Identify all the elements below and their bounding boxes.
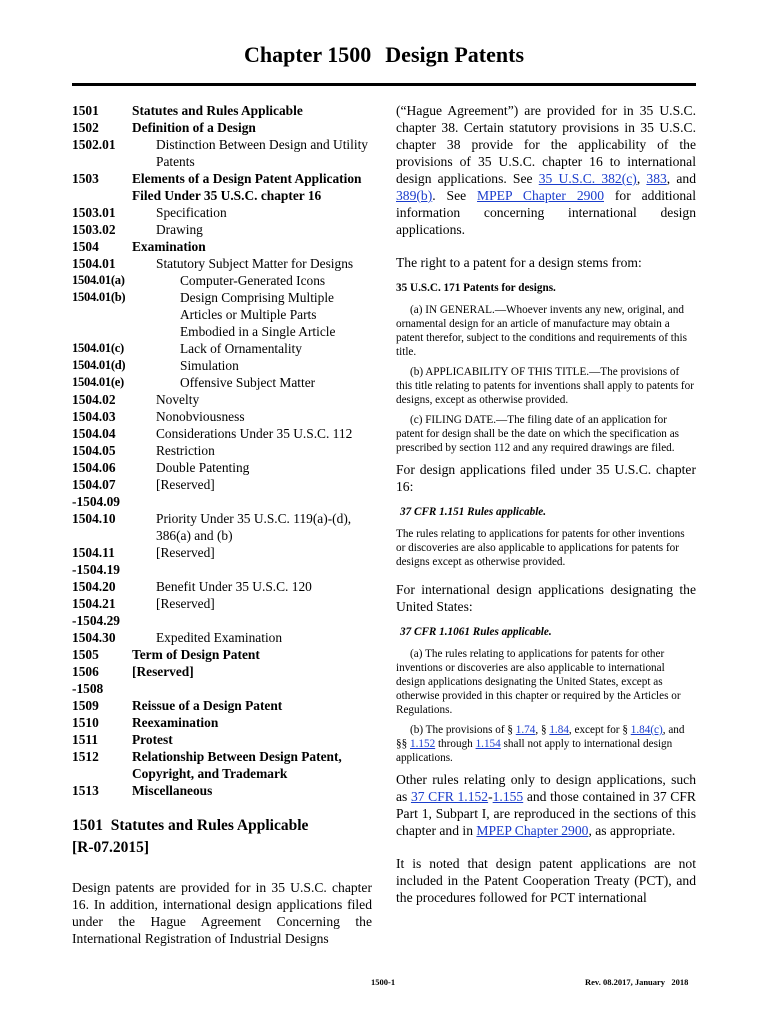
chapter-title: Design Patents bbox=[385, 42, 525, 67]
rule-1-1061-b bbox=[396, 723, 696, 765]
toc-row bbox=[72, 425, 372, 442]
toc-number: 1512 bbox=[72, 749, 99, 764]
rule-text: (b) The provisions of § bbox=[410, 724, 516, 736]
toc-row bbox=[72, 289, 372, 340]
link-mpep-chapter-2900[interactable]: MPEP Chapter 2900 bbox=[477, 188, 605, 203]
paragraph-text: . See bbox=[432, 188, 478, 203]
toc-row bbox=[72, 748, 372, 782]
toc-number: 1504 bbox=[72, 239, 99, 254]
toc-row bbox=[72, 561, 372, 578]
other-rules-paragraph bbox=[396, 771, 696, 839]
revision-date: Rev. 08.2017, January 2018 bbox=[585, 977, 689, 987]
toc-row bbox=[72, 714, 372, 731]
rule-1-151-text: The rules relating to applications for patents for other inventions or discoveries are also applicable to applications for patents for designs except as otherwise provided. bbox=[396, 528, 685, 568]
toc-title: Term of Design Patent bbox=[132, 647, 260, 662]
toc-row bbox=[72, 221, 372, 238]
toc-number: 1504.01 bbox=[72, 256, 116, 271]
table-of-contents bbox=[72, 102, 372, 799]
statute-subsection-b: (b) APPLICABILITY OF THIS TITLE.—The provisions of this title relating to patents for inventions shall apply to patents for designs, except as otherwise provided. bbox=[396, 366, 694, 406]
toc-row bbox=[72, 476, 372, 493]
paragraph-text: , as appropriate. bbox=[588, 823, 676, 838]
toc-title: Priority Under 35 U.S.C. 119(a)-(d), 386(a) and (b) bbox=[156, 511, 352, 543]
toc-row bbox=[72, 374, 372, 391]
link-mpep-chapter-2900-b[interactable]: MPEP Chapter 2900 bbox=[476, 823, 589, 838]
paragraph-text: , and bbox=[666, 171, 697, 186]
toc-title: Double Patenting bbox=[156, 460, 250, 475]
paragraph-text: , bbox=[636, 171, 647, 186]
rule-text: , § bbox=[535, 724, 550, 736]
left-column bbox=[72, 102, 372, 947]
toc-title bbox=[156, 612, 372, 629]
toc-row bbox=[72, 442, 372, 459]
title-rule bbox=[72, 83, 696, 86]
toc-title: [Reserved] bbox=[156, 545, 215, 560]
toc-title: Statutory Subject Matter for Designs bbox=[156, 256, 354, 271]
toc-number: -1504.09 bbox=[72, 494, 120, 509]
toc-number: 1504.05 bbox=[72, 443, 116, 458]
toc-number: 1503 bbox=[72, 171, 99, 186]
toc-number: 1504.01(e) bbox=[72, 375, 124, 389]
toc-title: Simulation bbox=[180, 358, 239, 373]
toc-title: [Reserved] bbox=[156, 477, 215, 492]
toc-number: 1505 bbox=[72, 647, 99, 662]
toc-title: Examination bbox=[132, 239, 206, 254]
international-paragraph: For international design applications designating the United States: bbox=[396, 582, 696, 614]
chapter-number: Chapter 1500 bbox=[243, 42, 372, 67]
toc-number: 1503.01 bbox=[72, 205, 116, 220]
toc-title: Benefit Under 35 U.S.C. 120 bbox=[156, 579, 312, 594]
toc-row bbox=[72, 680, 372, 697]
toc-row bbox=[72, 629, 372, 646]
rule-text: , except for § bbox=[568, 724, 631, 736]
paragraph-text: (“Hague Agreement”) are provided for in 35 U.S.C. chapter 38. Certain statutory provisions in 35 U.S.C. chapter 38 provide for the applicability of the provisions of 35 U.S.C. chapter 16 to international design applications. See bbox=[396, 103, 696, 186]
toc-row bbox=[72, 459, 372, 476]
toc-title: Expedited Examination bbox=[156, 630, 283, 645]
toc-number: 1502.01 bbox=[72, 137, 116, 152]
toc-row bbox=[72, 102, 372, 119]
toc-number: 1504.21 bbox=[72, 596, 116, 611]
toc-number: 1502 bbox=[72, 120, 99, 135]
toc-row bbox=[72, 782, 372, 799]
toc-title bbox=[156, 561, 372, 578]
statute-subsection-a: (a) IN GENERAL.—Whoever invents any new, original, and ornamental design for an article of manufacture may obtain a patent therefor, subject to the conditions and requirements of this title. bbox=[396, 304, 687, 358]
link-1-84[interactable]: 1.84 bbox=[549, 724, 569, 736]
toc-row bbox=[72, 544, 372, 561]
toc-number: 1504.01(c) bbox=[72, 341, 124, 355]
toc-title: Statutes and Rules Applicable bbox=[132, 103, 303, 118]
toc-title: Protest bbox=[132, 732, 173, 747]
toc-number: 1504.10 bbox=[72, 511, 116, 526]
toc-row bbox=[72, 272, 372, 289]
toc-row bbox=[72, 493, 372, 510]
toc-row bbox=[72, 408, 372, 425]
link-1-152[interactable]: 1.152 bbox=[409, 738, 436, 750]
link-35-usc-382c[interactable]: 35 U.S.C. 382(c) bbox=[538, 171, 637, 186]
toc-title: Novelty bbox=[156, 392, 200, 407]
toc-title: Definition of a Design bbox=[132, 120, 256, 135]
toc-number: 1504.07 bbox=[72, 477, 116, 492]
toc-row bbox=[72, 663, 372, 680]
toc-title: Reissue of a Design Patent bbox=[132, 698, 283, 713]
toc-title: Offensive Subject Matter bbox=[180, 375, 316, 390]
toc-number: -1504.29 bbox=[72, 613, 120, 628]
toc-number: -1508 bbox=[72, 681, 104, 696]
toc-title: Lack of Ornamentality bbox=[180, 341, 302, 356]
toc-row bbox=[72, 204, 372, 221]
toc-number: 1503.02 bbox=[72, 222, 116, 237]
link-1-154[interactable]: 1.154 bbox=[475, 738, 501, 750]
link-1-155[interactable]: 1.155 bbox=[492, 789, 524, 804]
toc-number: 1510 bbox=[72, 715, 99, 730]
link-389b[interactable]: 389(b) bbox=[396, 188, 433, 203]
toc-row bbox=[72, 731, 372, 748]
section-heading-title: 1501 Statutes and Rules Applicable bbox=[72, 817, 309, 834]
toc-number: 1513 bbox=[72, 783, 99, 798]
toc-number: 1501 bbox=[72, 103, 99, 118]
paragraph-text: Other rules relating only to design applications, such as bbox=[396, 772, 696, 804]
link-1-74[interactable]: 1.74 bbox=[515, 724, 536, 736]
toc-title: [Reserved] bbox=[132, 664, 194, 679]
toc-row bbox=[72, 170, 372, 204]
toc-row bbox=[72, 391, 372, 408]
paragraph-text: and those contained in 37 CFR Part 1, Subpart I, are reproduced in the sections of this chapter and in bbox=[396, 789, 696, 838]
paragraph-text: - bbox=[488, 789, 493, 804]
toc-number: 1506 bbox=[72, 664, 99, 679]
toc-title: Computer-Generated Icons bbox=[180, 273, 326, 288]
toc-number: 1509 bbox=[72, 698, 99, 713]
toc-title: Elements of a Design Patent Application Filed Under 35 U.S.C. chapter 16 bbox=[132, 171, 362, 203]
toc-title: Considerations Under 35 U.S.C. 112 bbox=[156, 426, 353, 441]
rule-1-1061-a: (a) The rules relating to applications for patents for other inventions or discoveries are also applicable to international design applications designating the United States, except as otherwise provided in this chapter or required by the Articles or Regulations. bbox=[396, 648, 681, 716]
toc-title bbox=[132, 680, 372, 697]
toc-row bbox=[72, 595, 372, 612]
section-heading-revision: [R-07.2015] bbox=[72, 839, 150, 856]
toc-number: 1511 bbox=[72, 732, 99, 747]
toc-title: Design Comprising Multiple Articles or Multiple Parts Embodied in a Single Article bbox=[180, 290, 336, 339]
toc-row bbox=[72, 119, 372, 136]
toc-number: 1504.01(a) bbox=[72, 273, 125, 287]
toc-row bbox=[72, 510, 372, 544]
toc-number: 1504.01(b) bbox=[72, 290, 126, 304]
toc-title: [Reserved] bbox=[156, 596, 215, 611]
section-heading-1501 bbox=[72, 815, 372, 859]
rule-text: , and §§ bbox=[396, 724, 685, 750]
toc-title: Relationship Between Design Patent, Copyright, and Trademark bbox=[132, 749, 342, 781]
toc-row bbox=[72, 646, 372, 663]
toc-number: 1504.04 bbox=[72, 426, 116, 441]
toc-title: Reexamination bbox=[132, 715, 219, 730]
link-383[interactable]: 383 bbox=[646, 171, 667, 186]
link-37-cfr-1-152[interactable]: 37 CFR 1.152 bbox=[410, 789, 489, 804]
toc-title: Miscellaneous bbox=[132, 783, 213, 798]
toc-title: Drawing bbox=[156, 222, 203, 237]
toc-number: 1504.03 bbox=[72, 409, 116, 424]
toc-number: 1504.20 bbox=[72, 579, 116, 594]
right-column bbox=[396, 102, 696, 906]
page-title bbox=[72, 42, 696, 68]
toc-row bbox=[72, 340, 372, 357]
chapter-16-paragraph: For design applications filed under 35 U.S.C. chapter 16: bbox=[396, 462, 696, 494]
toc-row bbox=[72, 357, 372, 374]
toc-number: 1504.06 bbox=[72, 460, 116, 475]
toc-title: Specification bbox=[156, 205, 227, 220]
toc-title: Restriction bbox=[156, 443, 215, 458]
toc-title bbox=[156, 493, 372, 510]
hague-paragraph bbox=[396, 102, 696, 238]
link-1-84c[interactable]: 1.84(c) bbox=[630, 724, 663, 736]
toc-number: 1504.02 bbox=[72, 392, 116, 407]
rule-1-1061-heading: 37 CFR 1.1061 Rules applicable. bbox=[400, 626, 552, 638]
toc-row bbox=[72, 238, 372, 255]
toc-title: Nonobviousness bbox=[156, 409, 245, 424]
right-stems-paragraph: The right to a patent for a design stems from: bbox=[396, 255, 642, 270]
rule-1-151-heading: 37 CFR 1.151 Rules applicable. bbox=[400, 506, 547, 518]
toc-number: 1504.11 bbox=[72, 545, 115, 560]
pct-paragraph: It is noted that design patent applications are not included in the Patent Cooperation Treaty (PCT), and the procedures followed for PCT international bbox=[396, 856, 696, 905]
toc-number: 1504.30 bbox=[72, 630, 116, 645]
toc-title: Distinction Between Design and Utility Patents bbox=[156, 137, 368, 169]
toc-number: 1504.01(d) bbox=[72, 358, 126, 372]
toc-row bbox=[72, 612, 372, 629]
section-paragraph: Design patents are provided for in 35 U.S.C. chapter 16. In addition, international design applications filed under the Hague Agreement Concerning the International Registration of Industrial Designs bbox=[72, 880, 372, 946]
toc-row bbox=[72, 697, 372, 714]
toc-row bbox=[72, 136, 372, 170]
toc-number: -1504.19 bbox=[72, 562, 120, 577]
statute-subsection-c: (c) FILING DATE.—The filing date of an application for patent for design shall be the date on which the specification as prescribed by section 112 and any required drawings are filed. bbox=[396, 414, 680, 454]
rule-text: shall not apply to international design applications. bbox=[396, 738, 673, 764]
toc-row bbox=[72, 255, 372, 272]
rule-text: through bbox=[435, 738, 476, 750]
toc-row bbox=[72, 578, 372, 595]
paragraph-text: for additional information concerning international design applications. bbox=[396, 188, 696, 237]
statute-heading: 35 U.S.C. 171 Patents for designs. bbox=[396, 282, 556, 294]
page-number: 1500-1 bbox=[371, 977, 396, 987]
